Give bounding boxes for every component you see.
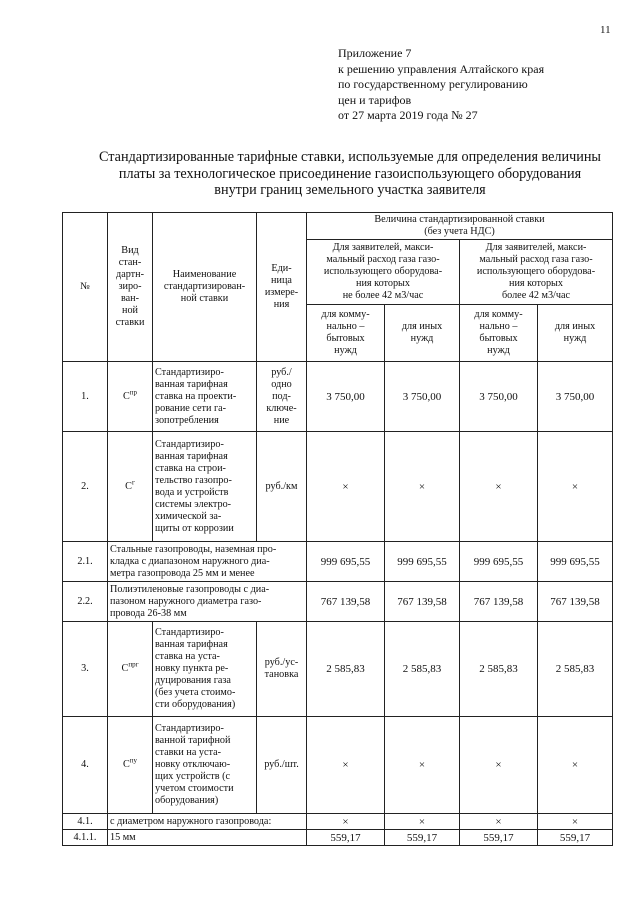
page-number: 11 — [600, 24, 611, 36]
header-num: № — [63, 213, 108, 362]
value-cell: 999 695,55 — [385, 542, 460, 582]
header-other — [385, 305, 460, 362]
value-cell: 767 139,58 — [385, 582, 460, 622]
rate-code-letter: С — [122, 390, 130, 402]
text-line: ванной тарифной — [155, 735, 231, 746]
value-cell: 2 585,83 — [385, 622, 460, 717]
text-line: нужд — [487, 345, 510, 356]
text-line: бытовых — [326, 333, 365, 344]
value-cell: 2 585,83 — [307, 622, 385, 717]
rate-code-index: пу — [129, 756, 138, 765]
appendix-line: цен и тарифов — [338, 92, 412, 107]
header-row — [63, 213, 613, 240]
rate-name — [153, 362, 257, 432]
text-line: вода и устройств — [155, 486, 229, 498]
rate-unit — [257, 432, 307, 542]
value-cell: 2 585,83 — [538, 622, 613, 717]
text-line: ния — [273, 299, 290, 310]
text-line: щиты от коррозии — [155, 522, 234, 534]
header-communal — [307, 305, 385, 362]
text-line: ставки на уста- — [155, 747, 222, 758]
text-line: новку пункта ре- — [155, 663, 229, 674]
text-line: зопотребления — [155, 414, 219, 426]
text-line: (без учета НДС) — [424, 226, 495, 237]
text-line: Вид — [121, 245, 139, 256]
text-line: ванная тарифная — [155, 378, 228, 390]
text-line: для комму- — [321, 309, 370, 320]
text-line: тельство газопро- — [155, 474, 232, 486]
appendix-block — [338, 46, 544, 124]
text-line: для комму- — [474, 309, 523, 320]
row-number: 2. — [63, 432, 108, 542]
table-row — [63, 582, 613, 622]
text-line: Полиэтиленовые газопроводы с диа- — [110, 583, 270, 595]
row-number: 2.2. — [63, 582, 108, 622]
row-number: 1. — [63, 362, 108, 432]
value-cell: × — [460, 432, 538, 542]
rate-code-index: г — [131, 478, 135, 487]
rate-name — [153, 717, 257, 814]
text-line: под- — [272, 390, 291, 402]
text-line: более 42 м3/час — [501, 290, 571, 301]
rate-name — [108, 830, 307, 846]
text-line: новку отключаю- — [155, 759, 231, 770]
text-line: Стандартизиро- — [155, 438, 224, 450]
value-cell: × — [307, 717, 385, 814]
appendix-line: от 27 марта 2019 года № 27 — [338, 108, 478, 122]
text-line: ние — [273, 414, 290, 426]
text-line: Для заявителей, макси- — [485, 242, 587, 253]
text-line: одно — [271, 378, 292, 390]
document-title — [70, 149, 630, 199]
value-cell: 559,17 — [307, 830, 385, 846]
value-cell: 3 750,00 — [307, 362, 385, 432]
text-line: стандартизирован- — [163, 281, 246, 292]
rate-code-index: пр — [129, 388, 138, 397]
text-line: Стандартизиро- — [155, 366, 224, 378]
text-line: Величина стандартизированной ставки — [374, 214, 545, 225]
text-line: провода 26-38 мм — [110, 607, 187, 619]
text-line: ния которых — [356, 278, 410, 289]
text-line: ния которых — [509, 278, 563, 289]
rate-name — [108, 582, 307, 622]
text-line: стан- — [118, 257, 142, 268]
text-line: Стальные газопроводы, наземная про- — [110, 543, 277, 555]
text-line: измере- — [264, 287, 299, 298]
rate-code-letter: С — [125, 480, 132, 492]
text-line: кладка с диапазоном наружного диа- — [110, 555, 270, 567]
text-line: химической за- — [155, 510, 222, 522]
table-row — [63, 814, 613, 830]
value-cell: 3 750,00 — [538, 362, 613, 432]
text-line: ставка на проекти- — [155, 390, 237, 402]
value-cell: 999 695,55 — [460, 542, 538, 582]
table-row — [63, 622, 613, 717]
text-line: мальный расход газа газо- — [326, 254, 440, 265]
value-cell: × — [460, 814, 538, 830]
header-group-upto-42 — [307, 240, 460, 305]
value-cell: 2 585,83 — [460, 622, 538, 717]
rate-unit — [257, 622, 307, 717]
tariff-table — [62, 212, 613, 846]
text-line: Стандартизиро- — [155, 723, 224, 734]
text-line: Еди- — [271, 263, 292, 274]
value-cell: 999 695,55 — [538, 542, 613, 582]
row-number: 4.1.1. — [63, 830, 108, 846]
title-line: внутри границ земельного участка заявителя — [214, 182, 486, 198]
rate-code — [108, 432, 153, 542]
value-cell: × — [385, 717, 460, 814]
text-line: сти оборудования) — [155, 699, 236, 710]
text-line: руб./ус- — [264, 657, 299, 668]
text-line: тановка — [264, 669, 299, 680]
rate-unit — [257, 362, 307, 432]
text-line: не более 42 м3/час — [342, 290, 424, 301]
value-cell: 559,17 — [538, 830, 613, 846]
value-cell: × — [307, 432, 385, 542]
text-line: бытовых — [479, 333, 518, 344]
value-cell: × — [385, 814, 460, 830]
rate-name — [108, 542, 307, 582]
text-line: для иных — [554, 321, 596, 332]
text-line: нально – — [479, 321, 518, 332]
text-line: ставка на уста- — [155, 651, 220, 662]
text-line: дуцирования газа — [155, 675, 231, 686]
value-cell: × — [538, 432, 613, 542]
text-line: учетом стоимости — [155, 783, 234, 794]
text-line: ван- — [120, 293, 140, 304]
text-line: руб./ — [271, 366, 292, 378]
table-row — [63, 362, 613, 432]
header-kind — [108, 213, 153, 362]
text-line: ключе- — [266, 402, 297, 414]
value-cell: 767 139,58 — [460, 582, 538, 622]
text-line: ной — [122, 305, 138, 316]
value-cell: 3 750,00 — [385, 362, 460, 432]
text-line: ванная тарифная — [155, 450, 228, 462]
rate-name — [153, 622, 257, 717]
rate-name — [108, 814, 307, 830]
text-line: оборудования) — [155, 795, 219, 806]
text-line: (без учета стоимо- — [155, 687, 236, 698]
value-cell: 559,17 — [385, 830, 460, 846]
row-number: 2.1. — [63, 542, 108, 582]
header-name — [153, 213, 257, 362]
text-line: нужд — [563, 333, 587, 344]
text-line: нужд — [410, 333, 434, 344]
table-row — [63, 830, 613, 846]
rate-code — [108, 717, 153, 814]
rate-code-letter: С — [122, 759, 130, 770]
text-line: Для заявителей, макси- — [332, 242, 434, 253]
text-line: ставки — [115, 317, 145, 328]
text-line: рование сети га- — [155, 402, 227, 414]
header-other — [538, 305, 613, 362]
text-line: ставка на строи- — [155, 462, 226, 474]
row-number: 3. — [63, 622, 108, 717]
text-line: руб./км — [265, 480, 298, 492]
text-line: зиро- — [118, 281, 142, 292]
appendix-line: Приложение 7 — [338, 46, 412, 60]
rate-code-index: прг — [128, 660, 139, 669]
value-cell: 767 139,58 — [307, 582, 385, 622]
text-line: для иных — [401, 321, 443, 332]
rate-code — [108, 362, 153, 432]
text-line: мальный расход газа газо- — [479, 254, 593, 265]
value-cell: 3 750,00 — [460, 362, 538, 432]
text-line: дартн- — [116, 269, 144, 280]
row-number: 4.1. — [63, 814, 108, 830]
value-cell: 767 139,58 — [538, 582, 613, 622]
value-cell: × — [307, 814, 385, 830]
title-line: Стандартизированные тарифные ставки, используемые для определения величины — [99, 149, 601, 165]
rate-unit — [257, 717, 307, 814]
text-line: нужд — [334, 345, 357, 356]
text-line: пазоном наружного диаметра газо- — [110, 595, 262, 607]
text-line: ной ставки — [180, 293, 229, 304]
value-cell: × — [385, 432, 460, 542]
text-line: нально – — [326, 321, 365, 332]
text-line: 15 мм — [110, 831, 136, 843]
text-line: с диаметром наружного газопровода: — [110, 815, 272, 827]
title-line: платы за технологическое присоединение газоиспользующего оборудования — [118, 165, 582, 182]
table-row — [63, 432, 613, 542]
rate-code — [108, 622, 153, 717]
header-value — [307, 213, 613, 240]
text-line: Стандартизиро- — [155, 627, 224, 638]
value-cell: 999 695,55 — [307, 542, 385, 582]
text-line: использующего оборудова- — [476, 266, 596, 277]
text-line: использующего оборудова- — [323, 266, 443, 277]
value-cell: × — [460, 717, 538, 814]
header-group-over-42 — [460, 240, 613, 305]
header-communal — [460, 305, 538, 362]
row-number: 4. — [63, 717, 108, 814]
rate-code-letter: С — [121, 663, 129, 674]
appendix-line: по государственному регулированию — [338, 77, 528, 91]
value-cell: × — [538, 814, 613, 830]
text-line: щих устройств (с — [155, 771, 231, 782]
text-line: метра газопровода 25 мм и менее — [110, 567, 255, 579]
value-cell: 559,17 — [460, 830, 538, 846]
table-row — [63, 717, 613, 814]
text-line: Наименование — [172, 269, 237, 280]
text-line: ванная тарифная — [155, 639, 228, 650]
text-line: системы электро- — [155, 498, 232, 510]
header-unit — [257, 213, 307, 362]
text-line: руб./шт. — [264, 759, 299, 770]
appendix-line: к решению управления Алтайского края — [338, 61, 545, 76]
value-cell: × — [538, 717, 613, 814]
table-row — [63, 542, 613, 582]
rate-name — [153, 432, 257, 542]
text-line: ница — [271, 275, 292, 286]
